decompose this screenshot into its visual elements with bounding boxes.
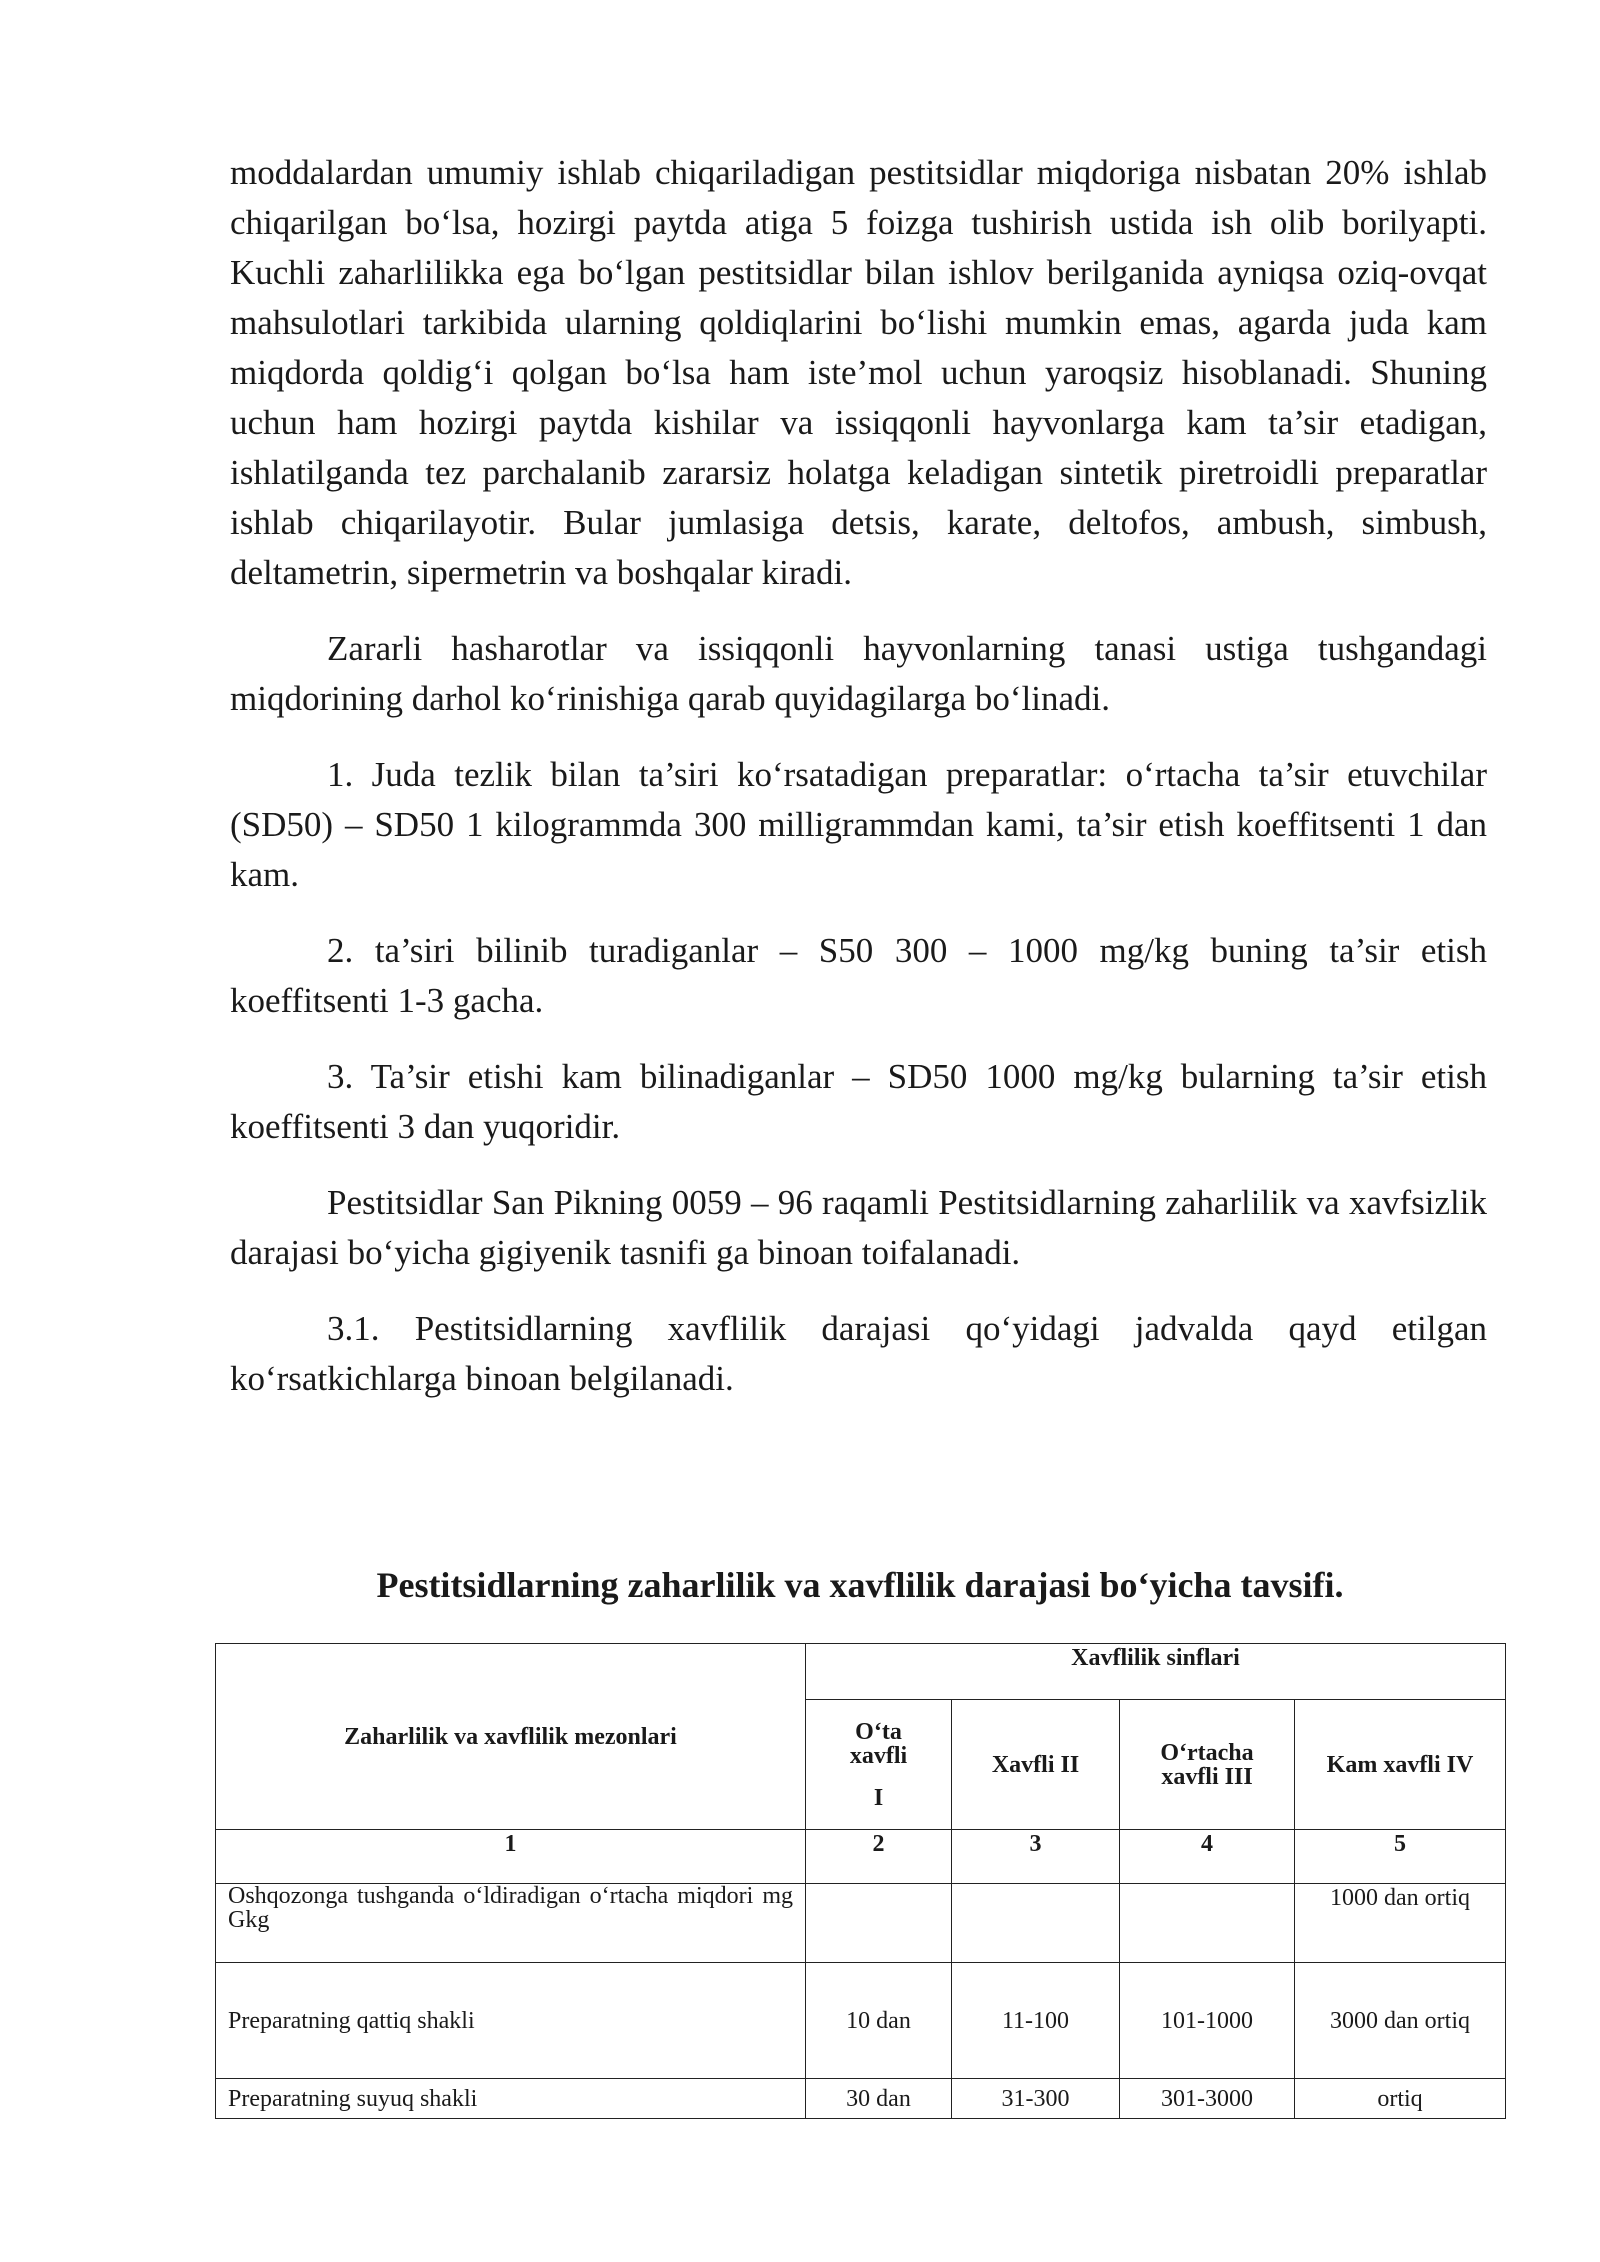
value-cell	[1120, 1884, 1295, 1963]
class-header: O‘ta xavfli I	[806, 1700, 952, 1830]
class-header: Kam xavfli IV	[1295, 1700, 1506, 1830]
table-row	[216, 1884, 1506, 1963]
classes-header: Xavflilik sinflari	[806, 1644, 1506, 1700]
table-title: Pestitsidlarning zaharlilik va xavflilik darajasi bo‘yicha tavsifi.	[376, 1565, 1344, 1605]
table-row	[216, 2079, 1506, 2119]
value-cell	[952, 1884, 1120, 1963]
table-row	[216, 1963, 1506, 2079]
body-text	[230, 148, 1487, 1430]
paragraph: 3.1. Pestitsidlarning xavflilik darajasi qo‘yidagi jadvalda qayd etilgan ko‘rsatkichlarga binoan belgilanadi.	[230, 1309, 1487, 1398]
value-cell: 101-1000	[1120, 1963, 1295, 2079]
value-cell: 30 dan	[806, 2079, 952, 2119]
value-cell: 31-300	[952, 2079, 1120, 2119]
value-cell	[806, 1884, 952, 1963]
column-number: 1	[216, 1830, 806, 1884]
value-cell: ortiq	[1295, 2079, 1506, 2119]
paragraph: 2. ta’siri bilinib turadiganlar – S50 300 – 1000 mg/kg buning ta’sir etish koeffitsenti 1-3 gacha.	[230, 931, 1487, 1020]
value-cell: 10 dan	[806, 1963, 952, 2079]
paragraph: 1. Juda tezlik bilan ta’siri ko‘rsatadigan preparatlar: o‘rtacha ta’sir etuvchilar (SD50) – SD50 1 kilogrammda 300 milligrammdan kami, ta’sir etish koeffitsenti 1 dan kam.	[230, 755, 1487, 894]
class-header: Xavfli II	[952, 1700, 1120, 1830]
value-cell: 1000 dan ortiq	[1295, 1884, 1506, 1963]
criterion-cell: Oshqozonga tushganda o‘ldiradigan o‘rtacha miqdori mg Gkg	[216, 1884, 806, 1963]
criterion-cell: Preparatning suyuq shakli	[216, 2079, 806, 2119]
value-cell: 3000 dan ortiq	[1295, 1963, 1506, 2079]
paragraph: moddalardan umumiy ishlab chiqariladigan pestitsidlar miqdoriga nisbatan 20% ishlab chiqarilgan bo‘lsa, hozirgi paytda atiga 5 foizga tushirish ustida ish olib borilyapti. Kuchli zaharlilikka ega bo‘lgan pestitsidlar bilan ishlov berilganida ayniqsa oziq-ovqat mahsulotlari tarkibida ularning qoldiqlarini bo‘lishi mumkin emas, agarda juda kam miqdorda qoldig‘i qolgan bo‘lsa ham iste’mol uchun yaroqsiz hisoblanadi. Shuning uchun ham hozirgi paytda kishilar va issiqqonli hayvonlarga kam ta’sir etadigan, ishlatilganda tez parchalanib zararsiz holatga keladigan sintetik piretroidli preparatlar ishlab chiqarilayotir. Bular jumlasiga detsis, karate, deltofos, ambush, simbush, deltametrin, sipermetrin va boshqalar kiradi.	[230, 153, 1487, 592]
toxicity-table	[215, 1643, 1506, 2119]
criterion-cell: Preparatning qattiq shakli	[216, 1963, 806, 2079]
paragraph: Zararli hasharotlar va issiqqonli hayvonlarning tanasi ustiga tushgandagi miqdorining darhol ko‘rinishiga qarab quyidagilarga bo‘linadi.	[230, 629, 1487, 718]
column-number: 5	[1295, 1830, 1506, 1884]
value-cell: 11-100	[952, 1963, 1120, 2079]
column-number: 3	[952, 1830, 1120, 1884]
paragraph: 3. Ta’sir etishi kam bilinadiganlar – SD50 1000 mg/kg bularning ta’sir etish koeffitsenti 3 dan yuqoridir.	[230, 1057, 1487, 1146]
column-number: 2	[806, 1830, 952, 1884]
value-cell: 301-3000	[1120, 2079, 1295, 2119]
class-header: O‘rtacha xavfli III	[1120, 1700, 1295, 1830]
column-number: 4	[1120, 1830, 1295, 1884]
paragraph: Pestitsidlar San Pikning 0059 – 96 raqamli Pestitsidlarning zaharlilik va xavfsizlik darajasi bo‘yicha gigiyenik tasnifi ga binoan toifalanadi.	[230, 1183, 1487, 1272]
criteria-header: Zaharlilik va xavflilik mezonlari	[216, 1644, 806, 1830]
